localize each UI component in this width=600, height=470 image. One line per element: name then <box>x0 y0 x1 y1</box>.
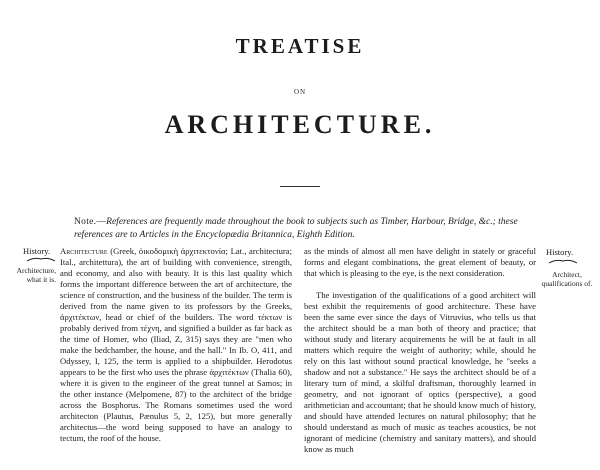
right-paragraph-2: The investigation of the qualifications of a good architect will best exhibit the requirements of good architecture. These have been the same ever since the days of Vitruvius, who tells us that the architect should be a man both of theory and practice; that without study and literary acquirements he will be at fault in all matters which require the weight of authority; while, should he rely on this last without sound practical knowledge, he "seeks a shadow and not a substance." He says the architect should be of a literary turn of mind, a skilful draftsman, thoroughly learned in geometry, and not ignorant of optics (perspective), a good arithmetician and accountant; that he should know much of history, and should have attended lectures on natural philosophy; that he should understand as much of music as teaches acoustics, be not ignorant of medicine (chemistry and sanitary matters), and should know as much <box>304 290 536 454</box>
title-architecture: ARCHITECTURE. <box>164 110 436 139</box>
note-lead: Note.— <box>74 217 107 227</box>
left-paragraph-1 <box>60 246 292 444</box>
title-on: ON <box>293 88 307 96</box>
left-column <box>60 246 292 444</box>
right-column <box>304 246 536 455</box>
title-treatise: TREATISE <box>235 34 365 58</box>
margin-brace-left <box>26 256 56 262</box>
margin-note-architecture-what: Architecture, what it is. <box>16 266 56 284</box>
note-text: References are frequently made throughout the book to subjects such as Timber, Harbour, Bridge, &c.; these references are to Articles in the Encyclopædia Britannica, Eighth Edition. <box>74 217 518 240</box>
title-rule <box>280 186 320 187</box>
margin-note-history-left: History. <box>23 246 51 256</box>
margin-note-history-right: History. <box>546 247 574 257</box>
lead-word: Architecture <box>60 246 108 256</box>
right-paragraph-1: as the minds of almost all men have delight in stately or graceful forms and elegant combinations, the great element of beauty, or that which is pleasing to the eye, is the next consideration. <box>304 246 536 278</box>
editorial-note <box>74 216 558 242</box>
margin-note-architect-qualifications: Architect, qualifications of. <box>541 270 593 288</box>
margin-brace-right <box>548 258 578 264</box>
left-paragraph-1-text: (Greek, ὀικοδομικὴ ἀρχιτεκτονία; Lat., architectura; Ital., architettura), the art of building with convenience, strength, and economy, and also with beauty. It is this last quality which forms the important difference between the art of architecture, the science of construction, and the business of the builder. The term is derived from the name given to its professors by the Greeks, ἀρχιτέκτων, head or chief of the builders. The word τέκτων is probably derived from τέχνη, and signified a builder as far back as the time of Homer, who (Iliad, Z, 315) says they are "men who make the bedchamber, the house, and the hall." In Ib. O, 411, and Odyssey, I, 125, the term is applied to a shipbuilder. Herodotus appears to be the first who uses the phrase ἀρχιτέκτων (Thalia 60), where it is given to the engineer of the great tunnel at Samos; in the other instance (Melpomene, 87) to the architect of the bridge across the Bosphorus. The Romans sometimes used the word architecton (Plautus, Pænulus 5, 2, 125), but more generally architectus—the word being supposed to have an analogy to tectum, the roof of the house. <box>60 246 292 443</box>
